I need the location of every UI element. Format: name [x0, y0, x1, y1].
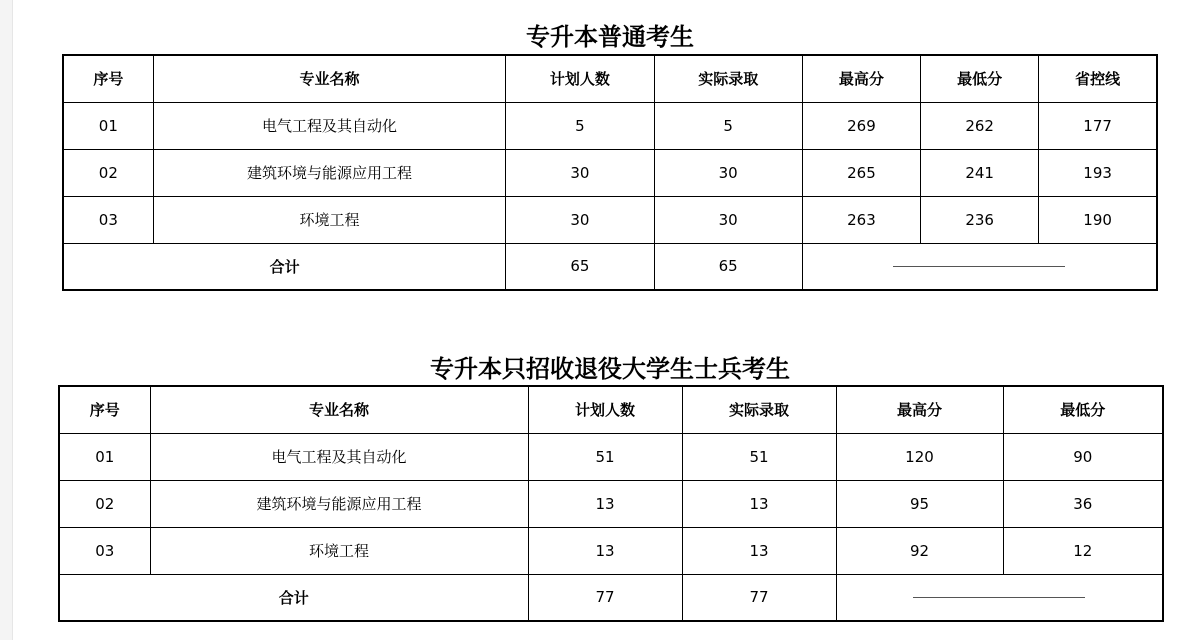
header-cell: 专业名称: [150, 386, 528, 433]
total-planned: 65: [506, 243, 654, 290]
table-row: [59, 433, 1163, 480]
table-cell: 190: [1039, 196, 1157, 243]
table-cell: 269: [802, 102, 920, 149]
table-cell: 30: [654, 196, 802, 243]
table-cell: 12: [1003, 527, 1163, 574]
table-cell: 5: [654, 102, 802, 149]
table-cell: 51: [682, 433, 836, 480]
table1-title: 专升本普通考生: [526, 23, 694, 51]
total-admitted: 65: [654, 243, 802, 290]
table-cell: 13: [682, 527, 836, 574]
table-cell: 193: [1039, 149, 1157, 196]
table1-header-row: [63, 55, 1157, 102]
table-cell: 02: [59, 480, 150, 527]
header-cell: 序号: [63, 55, 153, 102]
table-cell: 177: [1039, 102, 1157, 149]
table-cell: 01: [63, 102, 153, 149]
table1: [62, 54, 1158, 291]
table-cell: 建筑环境与能源应用工程: [153, 149, 506, 196]
table-cell: 30: [506, 149, 654, 196]
table-cell: 262: [921, 102, 1039, 149]
table-cell: 电气工程及其自动化: [153, 102, 506, 149]
table-cell: 电气工程及其自动化: [150, 433, 528, 480]
header-cell: 计划人数: [528, 386, 682, 433]
table-row: [63, 102, 1157, 149]
table-row: [59, 480, 1163, 527]
header-cell: 专业名称: [153, 55, 506, 102]
header-cell: 实际录取: [682, 386, 836, 433]
total-empty-cell: [836, 574, 1163, 621]
table-cell: 13: [528, 480, 682, 527]
table-row: [63, 149, 1157, 196]
header-cell: 最低分: [921, 55, 1039, 102]
table-cell: 95: [836, 480, 1003, 527]
table2-title: 专升本只招收退役大学生士兵考生: [430, 355, 790, 383]
table-cell: 30: [654, 149, 802, 196]
table-cell: 5: [506, 102, 654, 149]
dash-line: [893, 266, 1065, 267]
table-cell: 13: [682, 480, 836, 527]
table-cell: 92: [836, 527, 1003, 574]
table-cell: 03: [59, 527, 150, 574]
table2: [58, 385, 1164, 622]
table-cell: 30: [506, 196, 654, 243]
header-cell: 序号: [59, 386, 150, 433]
table-cell: 环境工程: [153, 196, 506, 243]
header-cell: 最高分: [802, 55, 920, 102]
table2-header-row: [59, 386, 1163, 433]
table-cell: 建筑环境与能源应用工程: [150, 480, 528, 527]
total-empty-cell: [802, 243, 1157, 290]
table-cell: 90: [1003, 433, 1163, 480]
page-left-edge: [0, 0, 13, 640]
header-cell: 实际录取: [654, 55, 802, 102]
table-cell: 13: [528, 527, 682, 574]
table-cell: 241: [921, 149, 1039, 196]
total-label: 合计: [63, 243, 506, 290]
table-cell: 51: [528, 433, 682, 480]
table-row: [59, 527, 1163, 574]
table-cell: 02: [63, 149, 153, 196]
header-cell: 最高分: [836, 386, 1003, 433]
header-cell: 省控线: [1039, 55, 1157, 102]
table-cell: 36: [1003, 480, 1163, 527]
table-cell: 263: [802, 196, 920, 243]
table1-total-row: [63, 243, 1157, 290]
table-cell: 01: [59, 433, 150, 480]
dash-line: [913, 597, 1085, 598]
header-cell: 最低分: [1003, 386, 1163, 433]
total-admitted: 77: [682, 574, 836, 621]
total-label: 合计: [59, 574, 528, 621]
table-cell: 环境工程: [150, 527, 528, 574]
total-planned: 77: [528, 574, 682, 621]
table-cell: 03: [63, 196, 153, 243]
table-cell: 265: [802, 149, 920, 196]
header-cell: 计划人数: [506, 55, 654, 102]
table2-total-row: [59, 574, 1163, 621]
table-cell: 120: [836, 433, 1003, 480]
table-cell: 236: [921, 196, 1039, 243]
table-row: [63, 196, 1157, 243]
